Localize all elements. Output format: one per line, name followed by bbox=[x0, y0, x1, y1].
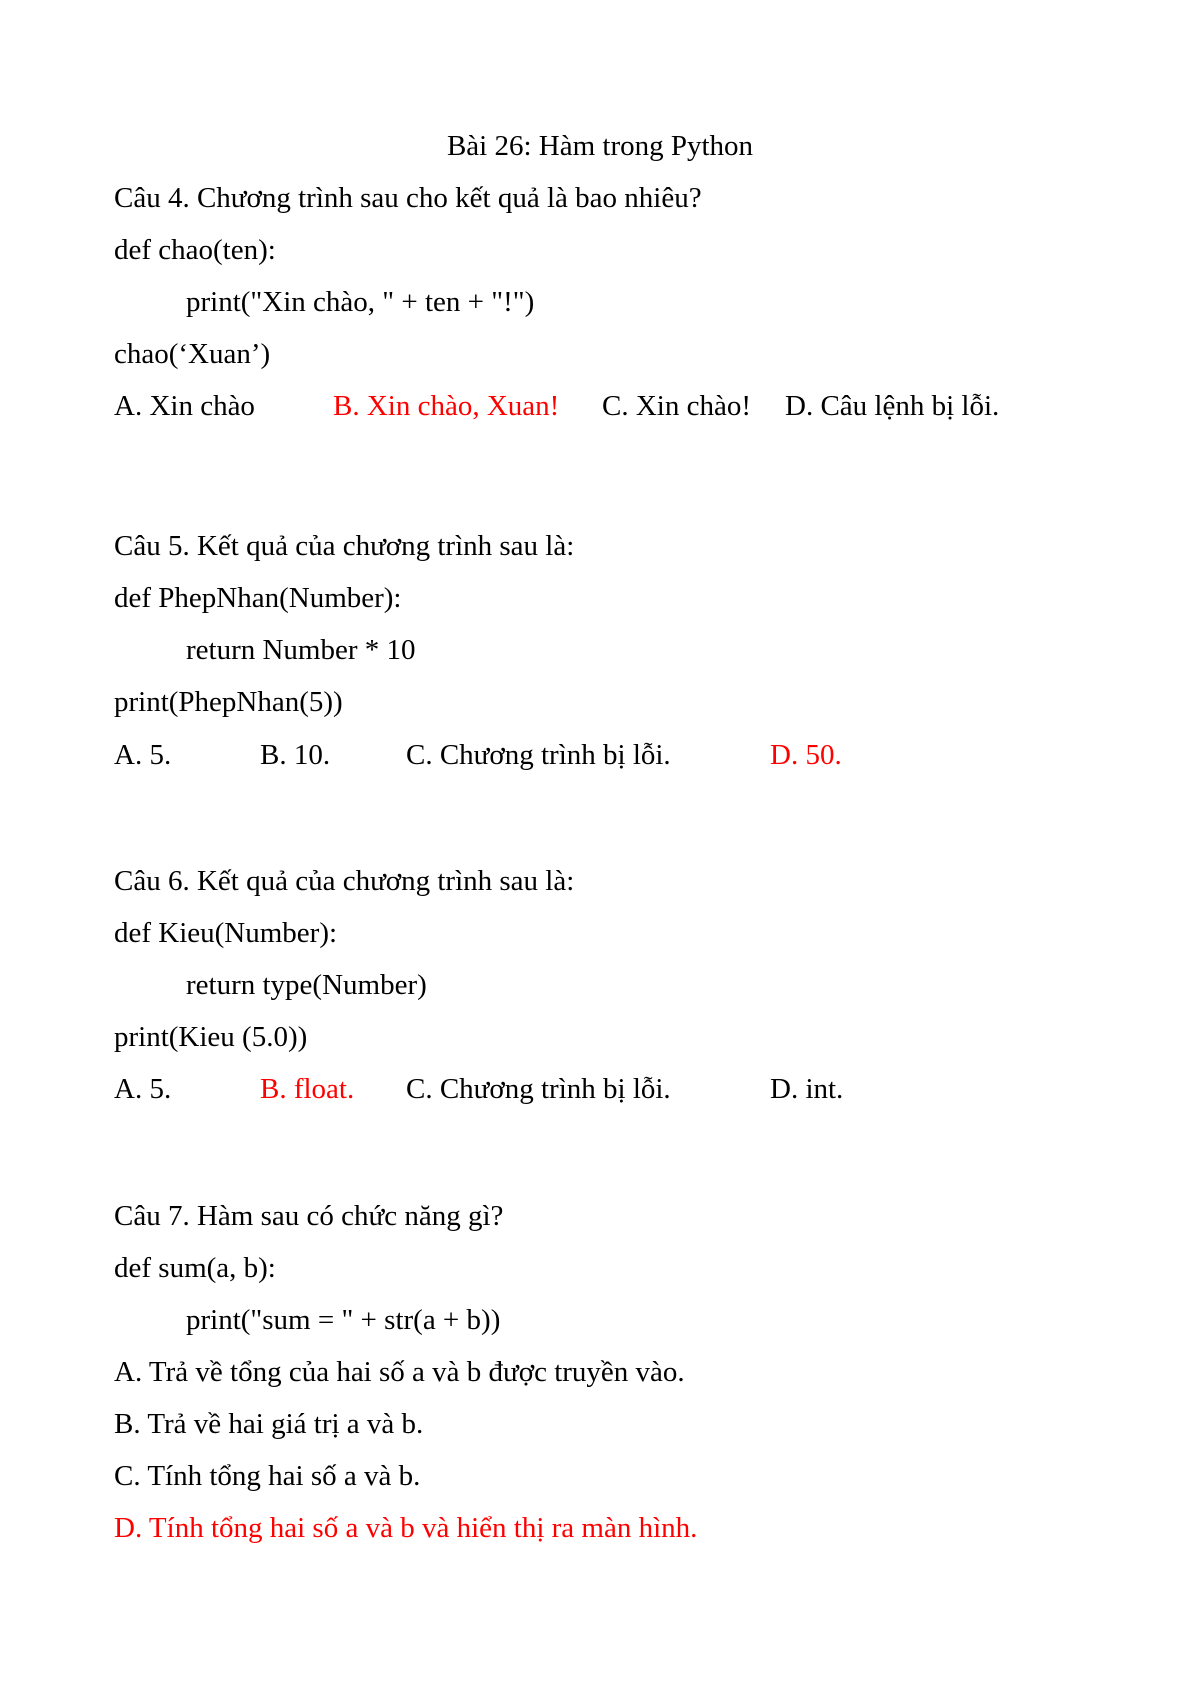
question-4-code-line-2: print("Xin chào, " + ten + "!") bbox=[186, 286, 535, 318]
question-7-option-a: A. Trả về tổng của hai số a và b được truyền vào. bbox=[114, 1356, 685, 1388]
question-4-code-line-3: chao(‘Xuan’) bbox=[114, 338, 271, 370]
question-4-heading: Câu 4. Chương trình sau cho kết quả là bao nhiêu? bbox=[114, 182, 702, 214]
question-7-option-d-correct: D. Tính tổng hai số a và b và hiển thị ra màn hình. bbox=[114, 1512, 698, 1544]
question-7-code-line-2: print("sum = " + str(a + b)) bbox=[186, 1304, 501, 1336]
question-4-code-line-1: def chao(ten): bbox=[114, 234, 276, 266]
question-6-option-c: C. Chương trình bị lỗi. bbox=[406, 1073, 671, 1105]
question-6-option-d: D. int. bbox=[770, 1073, 844, 1105]
question-4-option-a: A. Xin chào bbox=[114, 390, 255, 422]
page-title: Bài 26: Hàm trong Python bbox=[446, 130, 754, 162]
question-5-code-line-2: return Number * 10 bbox=[186, 634, 416, 666]
question-6-code-line-3: print(Kieu (5.0)) bbox=[114, 1021, 308, 1053]
question-4-option-c: C. Xin chào! bbox=[602, 390, 751, 422]
question-7-code-line-1: def sum(a, b): bbox=[114, 1252, 276, 1284]
question-6-heading: Câu 6. Kết quả của chương trình sau là: bbox=[114, 865, 575, 897]
question-5-option-a: A. 5. bbox=[114, 739, 172, 771]
question-5-code-line-3: print(PhepNhan(5)) bbox=[114, 686, 343, 718]
question-7-option-c: C. Tính tổng hai số a và b. bbox=[114, 1460, 421, 1492]
question-4-option-d: D. Câu lệnh bị lỗi. bbox=[785, 390, 1000, 422]
question-4-option-b-correct: B. Xin chào, Xuan! bbox=[333, 390, 560, 422]
question-6-option-b-correct: B. float. bbox=[260, 1073, 355, 1105]
question-7-option-b: B. Trả về hai giá trị a và b. bbox=[114, 1408, 424, 1440]
question-5-option-c: C. Chương trình bị lỗi. bbox=[406, 739, 671, 771]
question-6-code-line-1: def Kieu(Number): bbox=[114, 917, 338, 949]
question-5-heading: Câu 5. Kết quả của chương trình sau là: bbox=[114, 530, 575, 562]
question-5-code-line-1: def PhepNhan(Number): bbox=[114, 582, 402, 614]
question-6-code-line-2: return type(Number) bbox=[186, 969, 427, 1001]
question-7-heading: Câu 7. Hàm sau có chức năng gì? bbox=[114, 1200, 504, 1232]
question-5-option-d-correct: D. 50. bbox=[770, 739, 842, 771]
question-6-option-a: A. 5. bbox=[114, 1073, 172, 1105]
question-5-option-b: B. 10. bbox=[260, 739, 331, 771]
